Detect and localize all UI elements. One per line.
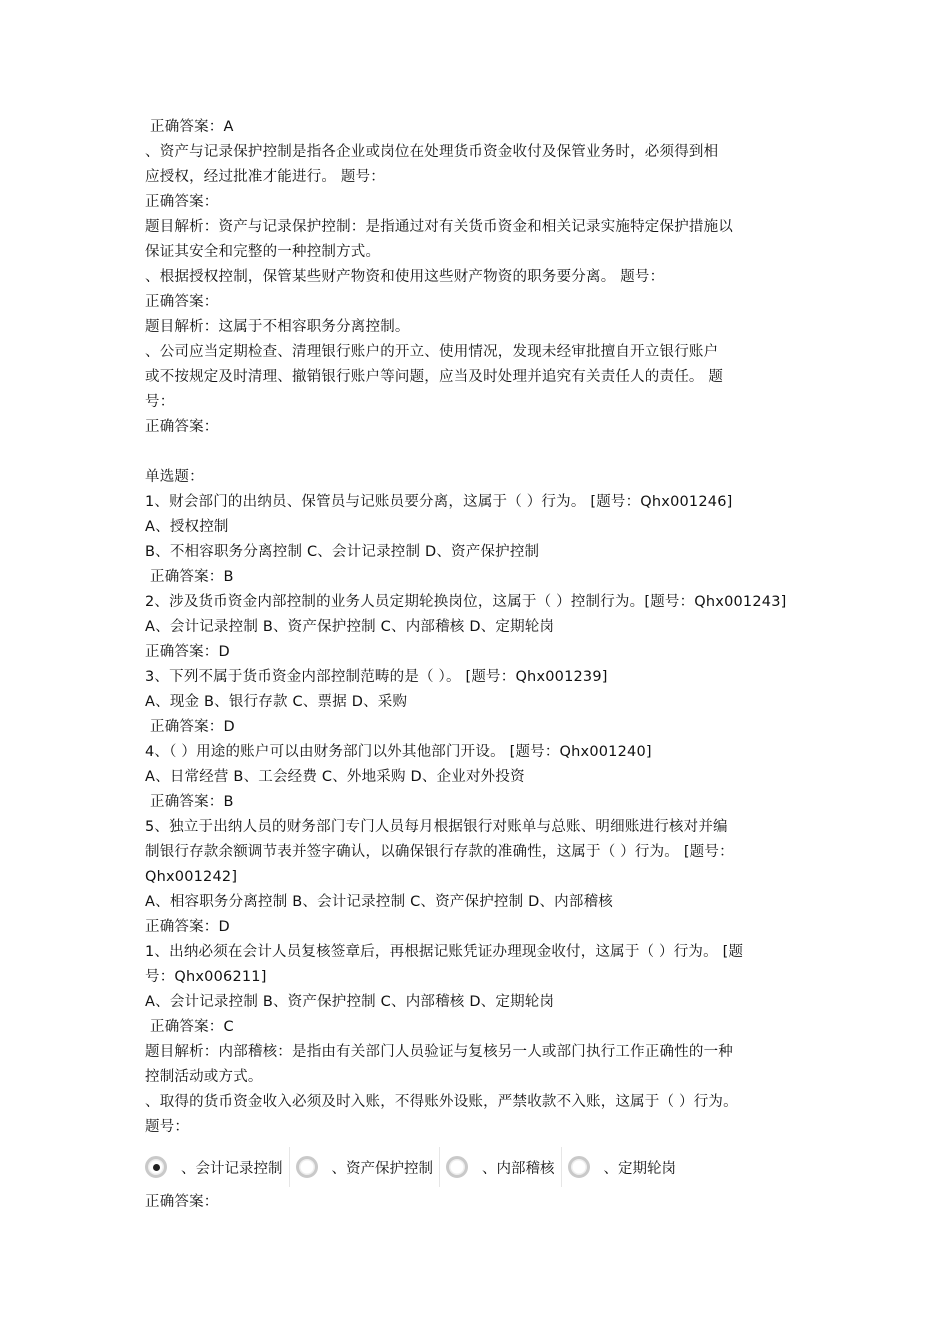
text-line: 、资产与记录保护控制是指各企业或岗位在处理货币资金收付及保管业务时，必须得到相 xyxy=(145,144,719,160)
text-line: 正确答案：B xyxy=(150,794,234,810)
choice-label: 、会计记录控制 xyxy=(181,1160,283,1177)
text-line: 制银行存款余额调节表并签字确认，以确保银行存款的准确性，这属于（ ）行为。 [题号： xyxy=(145,844,734,860)
text-line: 4、（ ）用途的账户可以由财务部门以外其他部门开设。 [题号：Qhx001240] xyxy=(145,744,652,760)
text-line: Qhx001242] xyxy=(145,869,238,885)
text-line: 保证其安全和完整的一种控制方式。 xyxy=(145,244,381,260)
text-line: 、公司应当定期检查、清理银行账户的开立、使用情况，发现未经审批擅自开立银行账户 xyxy=(145,344,719,360)
text-line: 2、涉及货币资金内部控制的业务人员定期轮换岗位，这属于（ ）控制行为。[题号：Qhx001243] xyxy=(145,594,787,610)
text-line: A、授权控制 xyxy=(145,519,229,535)
choice-label: 、资产保护控制 xyxy=(331,1160,433,1177)
text-line: 5、独立于出纳人员的财务部门专门人员每月根据银行对账单与总账、明细账进行核对并编 xyxy=(145,819,728,835)
text-line: 、根据授权控制，保管某些财产物资和使用这些财产物资的职务要分离。 题号： xyxy=(145,269,665,285)
text-line: 正确答案： xyxy=(145,194,219,210)
choice-option[interactable] xyxy=(439,1147,561,1187)
text-line: 正确答案： xyxy=(145,294,219,310)
choice-label: 、内部稽核 xyxy=(482,1160,555,1177)
choice-option[interactable] xyxy=(561,1147,683,1187)
text-line: A、会计记录控制 B、资产保护控制 C、内部稽核 D、定期轮岗 xyxy=(145,619,555,635)
text-line: 题目解析：这属于不相容职务分离控制。 xyxy=(145,319,410,335)
text-line: 控制活动或方式。 xyxy=(145,1069,263,1085)
text-line: 1、财会部门的出纳员、保管员与记账员要分离，这属于（ ）行为。 [题号：Qhx001246] xyxy=(145,494,733,510)
text-line: 正确答案： xyxy=(145,419,219,435)
text-line: A、日常经营 B、工会经费 C、外地采购 D、企业对外投资 xyxy=(145,769,525,785)
text-line: A、会计记录控制 B、资产保护控制 C、内部稽核 D、定期轮岗 xyxy=(145,994,555,1010)
text-line: 正确答案：C xyxy=(150,1019,234,1035)
text-line: 正确答案：A xyxy=(150,119,234,135)
radio-button-icon[interactable] xyxy=(296,1156,318,1178)
text-line: 题号： xyxy=(145,1119,190,1135)
text-line: A、现金 B、银行存款 C、票据 D、采购 xyxy=(145,694,408,710)
radio-button-icon[interactable] xyxy=(568,1156,590,1178)
document-page xyxy=(145,115,810,1215)
text-line: 正确答案：D xyxy=(145,644,230,660)
text-line: A、相容职务分离控制 B、会计记录控制 C、资产保护控制 D、内部稽核 xyxy=(145,894,613,910)
text-line: 号： xyxy=(145,394,175,410)
text-line: 正确答案：D xyxy=(150,719,235,735)
text-line: 题目解析：资产与记录保护控制：是指通过对有关货币资金和相关记录实施特定保护措施以 xyxy=(145,219,733,235)
choice-option[interactable] xyxy=(145,1147,289,1187)
radio-button-icon[interactable] xyxy=(446,1156,468,1178)
final-answer-line: 正确答案： xyxy=(145,1194,219,1210)
answer-choices xyxy=(145,1144,810,1190)
document-lines xyxy=(145,115,810,1140)
text-line: 题目解析：内部稽核：是指由有关部门人员验证与复核另一人或部门执行工作正确性的一种 xyxy=(145,1044,733,1060)
text-line: 应授权，经过批准才能进行。 题号： xyxy=(145,169,386,185)
text-line: 正确答案：D xyxy=(145,919,230,935)
text-line: 3、下列不属于货币资金内部控制范畴的是（ ）。 [题号：Qhx001239] xyxy=(145,669,608,685)
radio-button-icon[interactable] xyxy=(145,1156,167,1178)
text-line: 或不按规定及时清理、撤销银行账户等问题，应当及时处理并追究有关责任人的责任。 题 xyxy=(145,369,724,385)
choice-option[interactable] xyxy=(289,1147,440,1187)
text-line: 正确答案：B xyxy=(150,569,234,585)
text-line: 1、出纳必须在会计人员复核签章后，再根据记账凭证办理现金收付，这属于（ ）行为。 [题 xyxy=(145,944,744,960)
text-line: 号：Qhx006211] xyxy=(145,969,267,985)
choice-label: 、定期轮岗 xyxy=(603,1160,676,1177)
text-line: 单选题： xyxy=(145,469,204,485)
blank-line xyxy=(145,440,810,465)
text-line: B、不相容职务分离控制 C、会计记录控制 D、资产保护控制 xyxy=(145,544,540,560)
text-line: 、取得的货币资金收入必须及时入账，不得账外设账，严禁收款不入账，这属于（ ）行为。 xyxy=(145,1094,738,1110)
